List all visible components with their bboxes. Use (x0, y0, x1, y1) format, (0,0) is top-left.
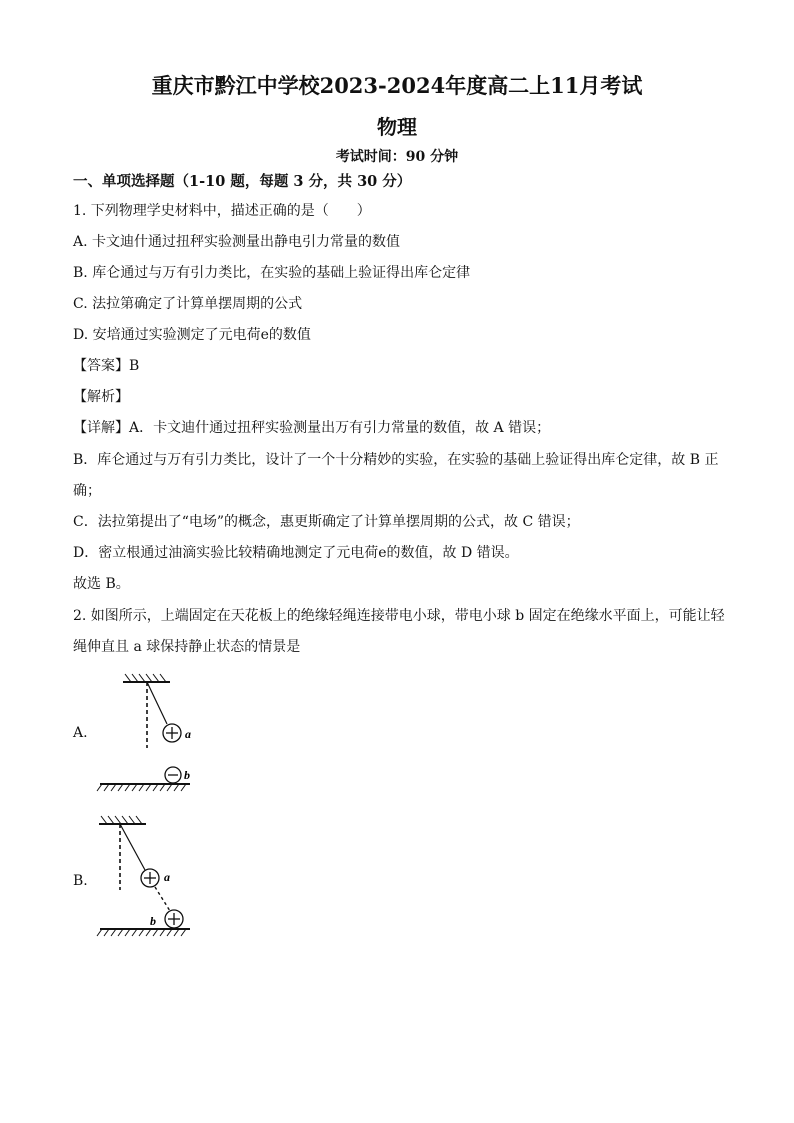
ceiling-support (123, 674, 170, 682)
question-1-option-c: C. 法拉第确定了计算单摆周期的公式 (73, 296, 303, 312)
ground-surface (97, 784, 190, 791)
ceiling-support (99, 816, 146, 824)
label-a: a (164, 870, 170, 884)
detail-line-1: 【详解】A．卡文迪什通过扭秤实验测量出万有引力常量的数值，故 A 错误； (73, 420, 551, 436)
question-1-option-a: A. 卡文迪什通过扭秤实验测量出静电引力常量的数值 (73, 234, 401, 250)
exam-title: 重庆市黔江中学校2023-2024年度高二上11月考试 (151, 73, 643, 98)
detail-line-4: C．法拉第提出了“电场”的概念，惠更斯确定了计算单摆周期的公式，故 C 错误； (73, 514, 580, 530)
answer-label: 【答案】B (73, 358, 140, 374)
subject-title: 物理 (377, 115, 417, 139)
question-2-stem-line-2: 绳伸直且 a 球保持静止状态的情景是 (73, 639, 301, 655)
analysis-label: 【解析】 (73, 389, 129, 405)
question-1-stem: 1. 下列物理学史材料中，描述正确的是（ ） (73, 203, 371, 219)
exam-time: 考试时间：90 分钟 (335, 149, 459, 165)
option-b-label: B. (73, 873, 88, 889)
figure-option-b (95, 812, 215, 947)
ball-a (163, 724, 181, 742)
ball-b (165, 767, 181, 783)
label-a: a (185, 727, 191, 741)
figure-option-a (95, 670, 215, 800)
detail-line-5: D．密立根通过油滴实验比较精确地测定了元电荷e的数值，故 D 错误。 (73, 545, 519, 561)
section-heading: 一、单项选择题（1-10 题，每题 3 分，共 30 分） (73, 173, 412, 190)
question-1-option-b: B. 库仑通过与万有引力类比，在实验的基础上验证得出库仑定律 (73, 265, 471, 281)
question-2-stem-line-1: 2. 如图所示，上端固定在天花板上的绝缘轻绳连接带电小球，带电小球 b 固定在绝缘水平面上，可能让轻 (73, 608, 725, 624)
label-b: b (150, 914, 156, 928)
detail-line-2: B．库仑通过与万有引力类比，设计了一个十分精妙的实验，在实验的基础上验证得出库仑定律，故 B 正 (73, 452, 719, 468)
detail-line-6: 故选 B。 (73, 576, 130, 592)
ball-a (141, 869, 159, 887)
string (147, 682, 167, 724)
label-b: b (184, 768, 190, 782)
string (120, 824, 145, 870)
ball-b (165, 910, 183, 928)
ground-surface (97, 929, 190, 936)
question-1-option-d: D. 安培通过实验测定了元电荷e的数值 (73, 327, 311, 343)
detail-line-3: 确； (73, 483, 101, 499)
dashed-connector (155, 887, 170, 911)
option-a-label: A. (73, 725, 88, 741)
